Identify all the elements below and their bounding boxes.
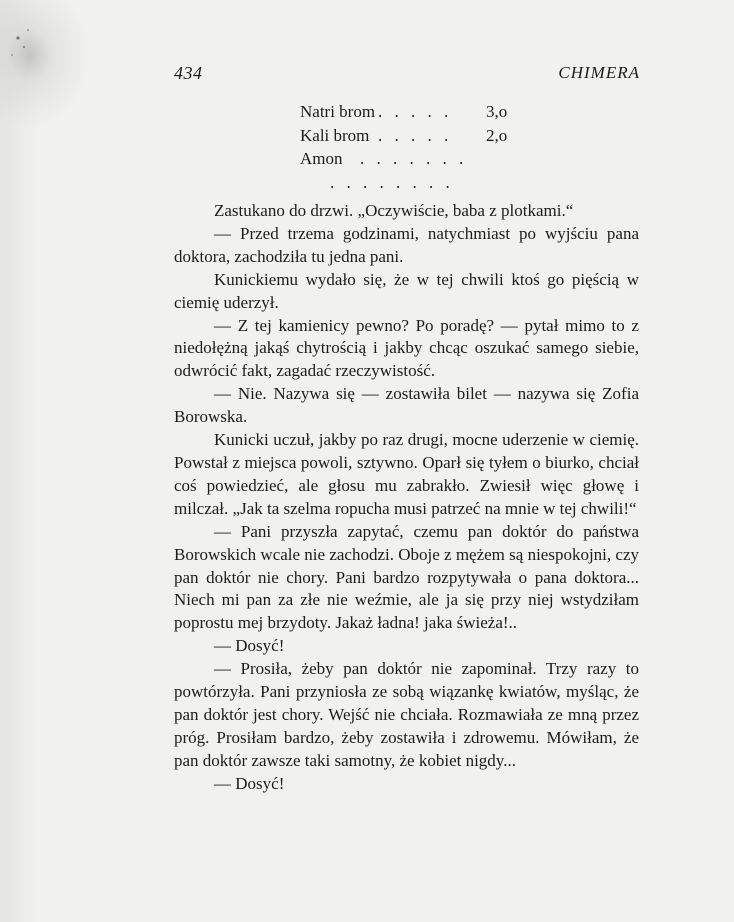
paragraph: — Prosiła, żeby pan doktór nie zapominał. Trzy razy to powtórzyła. Pani przyniosła ze sobą wiązankę kwiatów, myśląc, że pan doktór jest chory. Wejść nie chciała. Rozmawiała ze mną przez próg. Prosiłam bardzo, żeby zostawiła i zdrowemu. Mówiłam, że pan doktór zawsze taki samotny, że kobiet nigdy...: [174, 659, 639, 770]
paragraph: Zastukano do drzwi. „Oczywiście, baba z plotkami.“: [214, 201, 574, 220]
prescription-list: [300, 100, 507, 194]
paragraph: — Pani przyszła zapytać, czemu pan doktór do państwa Borowskich wcale nie zachodzi. Oboje z mężem są niespokojni, czy pan doktór nie chory. Pani bardzo rozpytywała o pana doktora... Niech mi pan za złe nie weźmie, ale ja się przy niej wstydziłam poprostu mej brzydoty. Jakaż ładna! jaka świeża!..: [174, 521, 639, 633]
prescription-row: [300, 124, 507, 148]
prescription-dots: . . . . .: [378, 102, 453, 121]
prescription-dots: . . . . . . .: [360, 149, 468, 168]
paragraph: Kunicki uczuł, jakby po raz drugi, mocne uderzenie w ciemię. Powstał z miejsca powoli, sztywno. Oparł się tyłem o biurko, chciał coś powiedzieć, ale głosu mu zabrakło. Zwiesił więc głowę i milczał. „Jak ta szelma ropucha musi patrzeć na mnie w tej chwili!“: [174, 430, 639, 518]
paragraph: Kunickiemu wydało się, że w tej chwili ktoś go pięścią w ciemię uderzył.: [174, 269, 639, 312]
prescription-name: Kali brom: [300, 125, 370, 145]
paragraph: — Nie. Nazywa się — zostawiła bilet — nazywa się Zofia Borowska.: [174, 384, 639, 427]
paragraph: — Przed trzema godzinami, natychmiast po wyjściu pana doktora, zachodziła tu jedna pani.: [174, 223, 639, 266]
prescription-row: [300, 147, 507, 171]
paragraph: — Dosyć!: [214, 636, 285, 656]
prescription-name: Natri brom: [300, 102, 376, 121]
prescription-name: Amon: [300, 149, 343, 168]
prescription-row: [300, 171, 507, 195]
paragraph: — Z tej kamienicy pewno? Po poradę? — pytał mimo to z niedołężną jakąś chytrością i jakby chcąc oszukać samego siebie, odwrócić fakt, zagadać rzeczywistość.: [174, 315, 639, 381]
page-smudge: [0, 0, 80, 110]
prescription-value: 3,o: [486, 102, 508, 121]
page-number: 434: [174, 63, 203, 83]
running-title: CHIMERA: [558, 63, 640, 82]
prescription-row: [300, 100, 507, 124]
prescription-trailing-dots: . . . . . . . .: [330, 172, 454, 192]
prescription-value: 2,o: [486, 125, 508, 145]
prescription-dots: . . . . .: [378, 125, 453, 145]
body-text: [174, 200, 639, 796]
paragraph: — Dosyć!: [214, 773, 285, 793]
